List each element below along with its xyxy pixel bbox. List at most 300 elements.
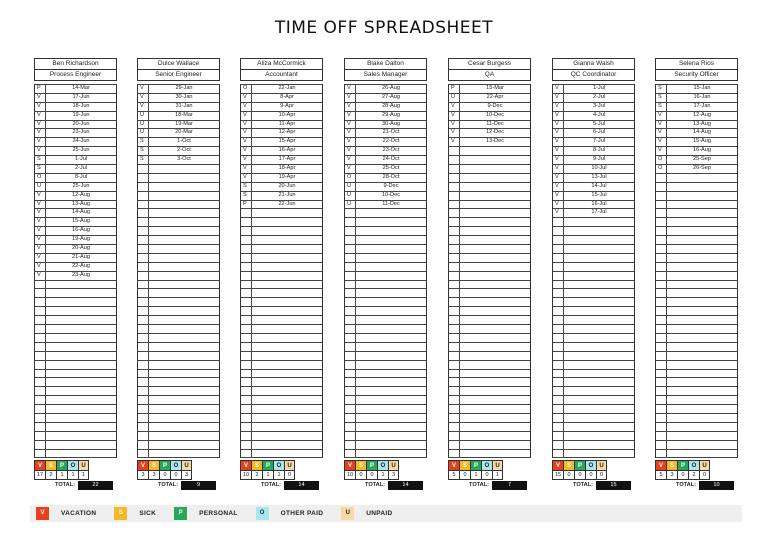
table-row[interactable]	[345, 342, 426, 351]
table-row[interactable]	[656, 395, 737, 404]
table-row[interactable]	[656, 262, 737, 271]
date-cell[interactable]	[667, 254, 737, 262]
type-cell[interactable]	[553, 289, 564, 297]
type-cell[interactable]	[345, 325, 356, 333]
type-cell[interactable]: V	[449, 138, 460, 146]
date-cell[interactable]	[667, 414, 737, 422]
date-cell[interactable]	[564, 254, 634, 262]
table-row[interactable]	[656, 217, 737, 226]
type-cell[interactable]	[138, 236, 149, 244]
date-cell[interactable]	[564, 272, 634, 280]
date-cell[interactable]: 30-Jan	[175, 93, 193, 100]
date-cell[interactable]	[667, 192, 737, 200]
table-row[interactable]	[35, 235, 116, 244]
date-cell[interactable]	[460, 298, 530, 306]
type-cell[interactable]	[656, 272, 667, 280]
type-cell[interactable]	[656, 414, 667, 422]
type-cell[interactable]	[138, 201, 149, 209]
table-row[interactable]	[449, 315, 530, 324]
date-cell[interactable]	[460, 414, 530, 422]
type-cell[interactable]: V	[138, 85, 149, 93]
table-row[interactable]	[241, 120, 322, 129]
date-cell[interactable]	[149, 245, 219, 253]
table-row[interactable]	[656, 271, 737, 280]
date-cell[interactable]	[667, 361, 737, 369]
date-cell[interactable]	[46, 343, 116, 351]
table-row[interactable]	[345, 297, 426, 306]
date-cell[interactable]	[252, 236, 322, 244]
table-row[interactable]	[656, 146, 737, 155]
type-cell[interactable]	[345, 361, 356, 369]
date-cell[interactable]: 10-Dec	[381, 191, 401, 198]
type-cell[interactable]: V	[553, 138, 564, 146]
type-cell[interactable]	[656, 316, 667, 324]
date-cell[interactable]	[667, 334, 737, 342]
type-cell[interactable]	[345, 334, 356, 342]
date-cell[interactable]	[460, 183, 530, 191]
date-cell[interactable]	[252, 450, 322, 458]
type-cell[interactable]	[449, 245, 460, 253]
table-row[interactable]	[553, 217, 634, 226]
table-row[interactable]	[241, 386, 322, 395]
table-row[interactable]	[656, 182, 737, 191]
type-cell[interactable]: O	[656, 156, 667, 164]
type-cell[interactable]	[35, 289, 46, 297]
type-cell[interactable]	[656, 174, 667, 182]
table-row[interactable]	[241, 306, 322, 315]
type-cell[interactable]	[241, 245, 252, 253]
date-cell[interactable]	[667, 316, 737, 324]
date-cell[interactable]: 2-Jul	[592, 93, 606, 100]
table-row[interactable]	[138, 244, 219, 253]
type-cell[interactable]	[345, 396, 356, 404]
type-cell[interactable]	[35, 334, 46, 342]
type-cell[interactable]: U	[138, 112, 149, 120]
type-cell[interactable]	[449, 387, 460, 395]
table-row[interactable]	[241, 137, 322, 146]
table-row[interactable]	[656, 306, 737, 315]
type-cell[interactable]	[553, 325, 564, 333]
date-cell[interactable]	[46, 414, 116, 422]
date-cell[interactable]	[667, 387, 737, 395]
table-row[interactable]	[656, 111, 737, 120]
type-cell[interactable]: V	[35, 147, 46, 155]
date-cell[interactable]	[356, 423, 426, 431]
date-cell[interactable]	[564, 432, 634, 440]
date-cell[interactable]: 19-Mar	[175, 120, 193, 127]
date-cell[interactable]	[46, 432, 116, 440]
type-cell[interactable]: V	[241, 129, 252, 137]
table-row[interactable]	[138, 182, 219, 191]
type-cell[interactable]	[138, 281, 149, 289]
table-row[interactable]	[345, 217, 426, 226]
table-row[interactable]	[345, 244, 426, 253]
table-row[interactable]	[553, 182, 634, 191]
type-cell[interactable]: U	[138, 121, 149, 129]
table-row[interactable]	[553, 369, 634, 378]
date-cell[interactable]	[564, 396, 634, 404]
date-cell[interactable]	[356, 432, 426, 440]
table-row[interactable]	[138, 164, 219, 173]
date-cell[interactable]: 24-Jun	[72, 138, 90, 145]
date-cell[interactable]: 15-Mar	[486, 85, 504, 91]
type-cell[interactable]	[138, 192, 149, 200]
type-cell[interactable]	[449, 414, 460, 422]
type-cell[interactable]: V	[241, 174, 252, 182]
type-cell[interactable]	[241, 298, 252, 306]
table-row[interactable]	[35, 449, 116, 459]
table-row[interactable]	[345, 280, 426, 289]
date-cell[interactable]: 3-Oct	[177, 156, 191, 163]
date-cell[interactable]	[149, 352, 219, 360]
table-row[interactable]	[553, 208, 634, 217]
table-row[interactable]	[553, 191, 634, 200]
type-cell[interactable]	[553, 334, 564, 342]
type-cell[interactable]: P	[35, 85, 46, 93]
table-row[interactable]	[656, 155, 737, 164]
table-row[interactable]	[656, 413, 737, 422]
table-row[interactable]	[656, 226, 737, 235]
type-cell[interactable]	[345, 414, 356, 422]
date-cell[interactable]	[460, 236, 530, 244]
type-cell[interactable]	[241, 378, 252, 386]
type-cell[interactable]	[241, 387, 252, 395]
date-cell[interactable]: 18-Mar	[175, 111, 193, 118]
type-cell[interactable]	[138, 352, 149, 360]
type-cell[interactable]	[138, 432, 149, 440]
table-row[interactable]	[449, 164, 530, 173]
date-cell[interactable]	[460, 361, 530, 369]
type-cell[interactable]	[241, 361, 252, 369]
date-cell[interactable]: 22-Oct	[382, 138, 400, 145]
date-cell[interactable]	[46, 396, 116, 404]
table-row[interactable]	[553, 333, 634, 342]
type-cell[interactable]	[138, 325, 149, 333]
type-cell[interactable]	[449, 343, 460, 351]
type-cell[interactable]: V	[35, 254, 46, 262]
type-cell[interactable]	[449, 174, 460, 182]
table-row[interactable]	[449, 280, 530, 289]
table-row[interactable]	[35, 422, 116, 431]
table-row[interactable]	[656, 120, 737, 129]
type-cell[interactable]	[35, 387, 46, 395]
table-row[interactable]	[35, 111, 116, 120]
date-cell[interactable]	[252, 307, 322, 315]
date-cell[interactable]: 10-Jul	[591, 165, 607, 172]
date-cell[interactable]: 15-Jul	[591, 191, 607, 198]
date-cell[interactable]: 16-Aug	[692, 147, 712, 154]
date-cell[interactable]: 8-Apr	[280, 93, 294, 100]
table-row[interactable]	[553, 137, 634, 146]
table-row[interactable]	[449, 102, 530, 111]
type-cell[interactable]: V	[35, 192, 46, 200]
table-row[interactable]	[345, 191, 426, 200]
date-cell[interactable]: 22-Apr	[486, 93, 504, 100]
date-cell[interactable]	[667, 343, 737, 351]
date-cell[interactable]	[356, 272, 426, 280]
type-cell[interactable]: V	[656, 138, 667, 146]
date-cell[interactable]	[356, 316, 426, 324]
table-row[interactable]	[553, 288, 634, 297]
date-cell[interactable]	[667, 183, 737, 191]
date-cell[interactable]	[46, 450, 116, 458]
date-cell[interactable]	[460, 307, 530, 315]
type-cell[interactable]	[553, 227, 564, 235]
type-cell[interactable]	[241, 405, 252, 413]
type-cell[interactable]	[345, 352, 356, 360]
type-cell[interactable]	[35, 396, 46, 404]
table-row[interactable]	[35, 173, 116, 182]
table-row[interactable]	[553, 111, 634, 120]
table-row[interactable]	[241, 146, 322, 155]
type-cell[interactable]	[656, 236, 667, 244]
type-cell[interactable]: S	[656, 103, 667, 111]
date-cell[interactable]	[149, 254, 219, 262]
type-cell[interactable]	[241, 289, 252, 297]
type-cell[interactable]	[553, 396, 564, 404]
table-row[interactable]	[35, 386, 116, 395]
table-row[interactable]	[553, 404, 634, 413]
table-row[interactable]	[345, 440, 426, 449]
table-row[interactable]	[345, 253, 426, 262]
date-cell[interactable]: 6-Jul	[592, 129, 606, 136]
date-cell[interactable]	[252, 405, 322, 413]
date-cell[interactable]	[252, 432, 322, 440]
table-row[interactable]	[553, 200, 634, 209]
date-cell[interactable]: 13-Aug	[692, 120, 712, 127]
date-cell[interactable]: 22-Jun	[278, 200, 296, 207]
type-cell[interactable]	[656, 450, 667, 458]
table-row[interactable]	[35, 315, 116, 324]
date-cell[interactable]	[356, 450, 426, 458]
type-cell[interactable]	[553, 245, 564, 253]
type-cell[interactable]	[35, 352, 46, 360]
table-row[interactable]	[138, 280, 219, 289]
table-row[interactable]	[35, 404, 116, 413]
type-cell[interactable]	[656, 218, 667, 226]
type-cell[interactable]	[449, 298, 460, 306]
type-cell[interactable]	[345, 423, 356, 431]
date-cell[interactable]	[149, 423, 219, 431]
date-cell[interactable]	[356, 396, 426, 404]
date-cell[interactable]	[564, 325, 634, 333]
type-cell[interactable]: V	[138, 94, 149, 102]
type-cell[interactable]	[449, 405, 460, 413]
type-cell[interactable]	[553, 263, 564, 271]
date-cell[interactable]	[356, 307, 426, 315]
date-cell[interactable]	[149, 307, 219, 315]
date-cell[interactable]	[149, 183, 219, 191]
table-row[interactable]	[449, 395, 530, 404]
type-cell[interactable]: S	[241, 192, 252, 200]
table-row[interactable]	[345, 200, 426, 209]
table-row[interactable]	[656, 440, 737, 449]
date-cell[interactable]: 23-Oct	[382, 147, 400, 154]
date-cell[interactable]: 12-Aug	[692, 111, 712, 118]
type-cell[interactable]: V	[35, 138, 46, 146]
table-row[interactable]	[553, 84, 634, 93]
table-row[interactable]	[241, 369, 322, 378]
date-cell[interactable]	[356, 334, 426, 342]
type-cell[interactable]: V	[656, 129, 667, 137]
type-cell[interactable]: V	[449, 129, 460, 137]
type-cell[interactable]	[345, 236, 356, 244]
date-cell[interactable]	[252, 209, 322, 217]
table-row[interactable]	[449, 84, 530, 93]
date-cell[interactable]	[46, 441, 116, 449]
date-cell[interactable]	[460, 378, 530, 386]
table-row[interactable]	[138, 146, 219, 155]
table-row[interactable]	[656, 333, 737, 342]
type-cell[interactable]	[345, 263, 356, 271]
table-row[interactable]	[656, 208, 737, 217]
type-cell[interactable]	[449, 378, 460, 386]
type-cell[interactable]	[241, 316, 252, 324]
type-cell[interactable]	[35, 441, 46, 449]
type-cell[interactable]	[656, 298, 667, 306]
date-cell[interactable]	[252, 396, 322, 404]
date-cell[interactable]: 21-Jun	[278, 191, 296, 198]
type-cell[interactable]: V	[553, 192, 564, 200]
type-cell[interactable]: V	[345, 94, 356, 102]
table-row[interactable]	[241, 431, 322, 440]
table-row[interactable]	[656, 386, 737, 395]
type-cell[interactable]	[553, 298, 564, 306]
type-cell[interactable]	[449, 441, 460, 449]
table-row[interactable]	[449, 191, 530, 200]
date-cell[interactable]	[460, 218, 530, 226]
date-cell[interactable]: 17-Jul	[591, 209, 607, 216]
type-cell[interactable]	[449, 165, 460, 173]
table-row[interactable]	[553, 395, 634, 404]
type-cell[interactable]	[553, 236, 564, 244]
table-row[interactable]	[345, 315, 426, 324]
table-row[interactable]	[241, 351, 322, 360]
date-cell[interactable]	[564, 450, 634, 458]
type-cell[interactable]: V	[553, 129, 564, 137]
type-cell[interactable]: P	[449, 85, 460, 93]
type-cell[interactable]	[656, 183, 667, 191]
table-row[interactable]	[656, 377, 737, 386]
date-cell[interactable]: 30-Aug	[381, 120, 401, 127]
type-cell[interactable]	[449, 289, 460, 297]
type-cell[interactable]	[449, 396, 460, 404]
table-row[interactable]	[449, 182, 530, 191]
date-cell[interactable]	[252, 316, 322, 324]
date-cell[interactable]	[149, 192, 219, 200]
table-row[interactable]	[138, 395, 219, 404]
table-row[interactable]	[449, 422, 530, 431]
date-cell[interactable]	[460, 147, 530, 155]
type-cell[interactable]	[553, 281, 564, 289]
type-cell[interactable]	[553, 441, 564, 449]
type-cell[interactable]	[449, 183, 460, 191]
type-cell[interactable]: O	[345, 174, 356, 182]
table-row[interactable]	[449, 297, 530, 306]
type-cell[interactable]	[345, 432, 356, 440]
type-cell[interactable]	[656, 423, 667, 431]
table-row[interactable]	[138, 440, 219, 449]
type-cell[interactable]: V	[35, 236, 46, 244]
date-cell[interactable]: 11-Dec	[382, 200, 400, 207]
date-cell[interactable]	[564, 387, 634, 395]
date-cell[interactable]	[564, 334, 634, 342]
type-cell[interactable]	[138, 289, 149, 297]
type-cell[interactable]	[656, 227, 667, 235]
date-cell[interactable]: 29-Aug	[381, 111, 401, 118]
table-row[interactable]	[449, 226, 530, 235]
type-cell[interactable]	[241, 254, 252, 262]
date-cell[interactable]	[460, 370, 530, 378]
type-cell[interactable]	[241, 209, 252, 217]
type-cell[interactable]	[35, 325, 46, 333]
date-cell[interactable]	[667, 298, 737, 306]
date-cell[interactable]	[564, 405, 634, 413]
type-cell[interactable]	[449, 227, 460, 235]
table-row[interactable]	[138, 102, 219, 111]
type-cell[interactable]: V	[138, 103, 149, 111]
table-row[interactable]	[241, 422, 322, 431]
type-cell[interactable]: V	[345, 112, 356, 120]
table-row[interactable]	[241, 360, 322, 369]
table-row[interactable]	[35, 297, 116, 306]
type-cell[interactable]	[138, 263, 149, 271]
date-cell[interactable]	[460, 432, 530, 440]
type-cell[interactable]: V	[553, 174, 564, 182]
type-cell[interactable]	[138, 378, 149, 386]
table-row[interactable]	[345, 377, 426, 386]
type-cell[interactable]: V	[241, 165, 252, 173]
type-cell[interactable]: V	[553, 103, 564, 111]
table-row[interactable]	[138, 288, 219, 297]
type-cell[interactable]	[449, 361, 460, 369]
type-cell[interactable]	[138, 441, 149, 449]
type-cell[interactable]	[656, 281, 667, 289]
date-cell[interactable]	[356, 343, 426, 351]
date-cell[interactable]	[149, 405, 219, 413]
date-cell[interactable]	[149, 325, 219, 333]
type-cell[interactable]: V	[656, 121, 667, 129]
date-cell[interactable]	[460, 227, 530, 235]
date-cell[interactable]: 16-Jan	[693, 93, 711, 100]
type-cell[interactable]	[553, 361, 564, 369]
type-cell[interactable]	[345, 298, 356, 306]
type-cell[interactable]: V	[241, 94, 252, 102]
type-cell[interactable]: S	[35, 156, 46, 164]
table-row[interactable]	[656, 244, 737, 253]
type-cell[interactable]: V	[553, 121, 564, 129]
type-cell[interactable]: V	[553, 209, 564, 217]
type-cell[interactable]	[35, 423, 46, 431]
table-row[interactable]	[656, 404, 737, 413]
type-cell[interactable]	[345, 370, 356, 378]
type-cell[interactable]: U	[345, 201, 356, 209]
date-cell[interactable]: 13-Aug	[71, 200, 91, 207]
table-row[interactable]	[35, 200, 116, 209]
table-row[interactable]	[241, 208, 322, 217]
table-row[interactable]	[656, 351, 737, 360]
type-cell[interactable]	[345, 405, 356, 413]
date-cell[interactable]: 14-Mar	[72, 85, 90, 91]
type-cell[interactable]	[138, 361, 149, 369]
date-cell[interactable]	[564, 281, 634, 289]
date-cell[interactable]	[356, 352, 426, 360]
table-row[interactable]	[35, 244, 116, 253]
date-cell[interactable]: 19-Aug	[71, 236, 91, 243]
date-cell[interactable]	[460, 352, 530, 360]
table-row[interactable]	[35, 440, 116, 449]
type-cell[interactable]	[449, 156, 460, 164]
